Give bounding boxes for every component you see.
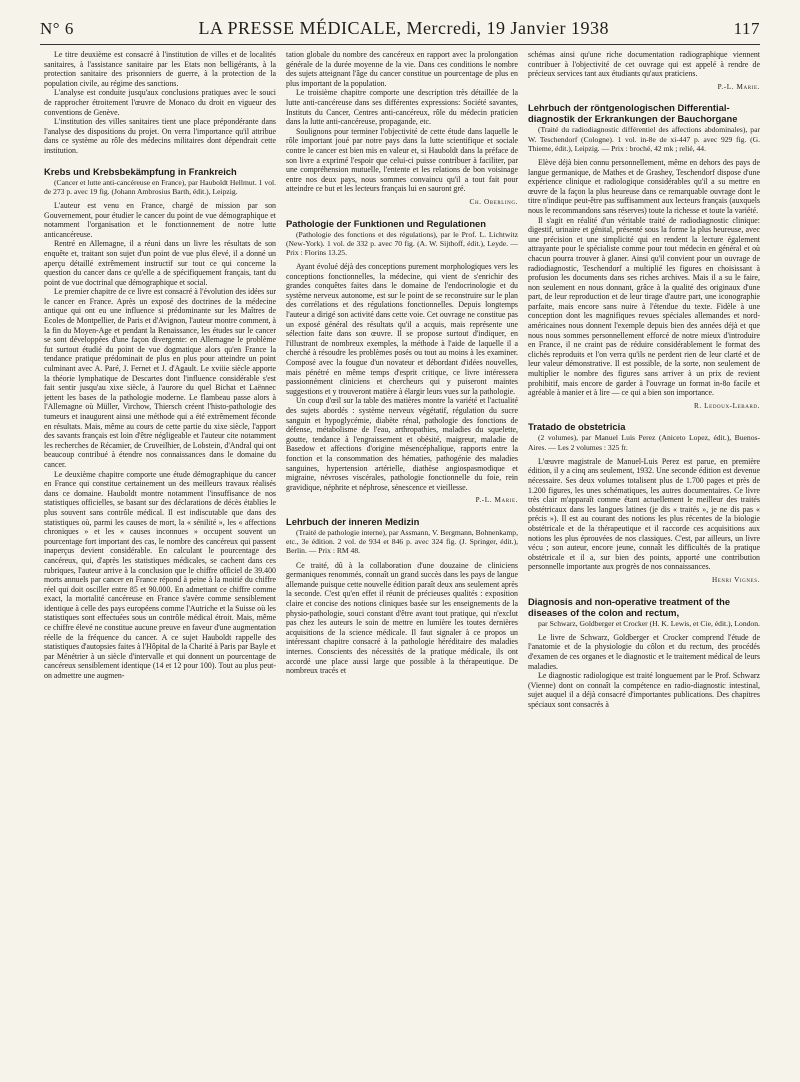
paragraph-continued: schémas ainsi qu'une riche documentation radiographique viennent contribuer à l'objectivité de cet ouvrage qui est appelé à rendre de précieux services tant aux étudiants qu'aux praticiens.	[528, 50, 760, 79]
paragraph: Le troisième chapitre comporte une description très détaillée de la lutte anti-cancéreuse dans ses différentes expressions: Société savantes, Instituts du Cancer, Centres anti-cancéreux, rôle du médecin praticien dans la lutte anti-cancéreuse, propagande, etc.	[286, 88, 518, 127]
article-columns	[44, 50, 760, 1062]
paragraph: L'œuvre magistrale de Manuel-Luis Perez est parue, en première édition, il y a cinq ans seulement, 1932. Une seconde édition est devenue nécessaire. Ses deux volumes totalisent plus de 1.700 pages et près de 1.200 figures, les unes schématiques, les autres documentaires. Ce livre très clair m'apparaît comme étant actuellement le meilleur des traités obstétricaux dans les langues latines (je dis « traités », je ne dis pas « précis »). Il est au courant des notions les plus récentes de la biologie obstétricale et de la thérapeutique et il raccorde ces acquisitions aux notions les plus éprouvées de nos classiques. C'est, par ailleurs, un livre vécu ; son auteur, encore jeune, connaît les difficultés de la pratique obstétricale et il a, sur bien des points, apporté une contribution personnelle importante aux progrès de nos connaissances.	[528, 456, 760, 572]
review-heading: Lehrbuch der röntgenologischen Differential-diagnostik der Erkrankungen der Bauchorgane	[528, 102, 738, 125]
column-2	[286, 50, 518, 1062]
book-reference: (2 volumes), par Manuel Luis Perez (Aniceto Lopez, édit.), Buenos-Aires. — Les 2 volumes : 325 fr.	[528, 433, 760, 452]
review-heading: Lehrbuch der inneren Medizin	[286, 515, 420, 527]
paragraph-continued: tation globale du nombre des cancéreux en rapport avec la prolongation générale de la durée moyenne de la vie. Dans ces conditions le nombre des sujets atteignant l'âge du cancer constitue un pourcentage de plus en plus important de la population.	[286, 50, 518, 88]
review-heading: Pathologie der Funktionen und Regulationen	[286, 217, 486, 229]
paragraph: L'auteur est venu en France, chargé de mission par son Gouvernement, pour étudier le cancer du point de vue démographique et notamment l'organisation et le fonctionnement de notre lutte anticancéreuse.	[44, 200, 276, 239]
journal-title: LA PRESSE MÉDICALE, Mercredi, 19 Janvier 1938	[198, 18, 609, 38]
paragraph: Le titre deuxième est consacré à l'institution de villes et de localités sanitaires, à l'assistance sanitaire par les Etats non belligérants, à la protection sanitaire des prisonniers de guerre, à la protection de la population civile, au régime des sanctions.	[44, 50, 276, 88]
paragraph: Le livre de Schwarz, Goldberger et Crocker comprend l'étude de l'anatomie et de la physiologie du côlon et du rectum, des procédés d'examen de ces organes et le diagnostic et le traitement médical de leurs maladies.	[528, 632, 760, 671]
paragraph: Un coup d'œil sur la table des matières montre la variété et l'actualité des sujets abordés : système nerveux végétatif, régulation du sucre sanguin et hypoglycémie, diabète rénal, pathologie des fonctions de défense, métabolisme de l'eau, arthropathies, maladies du squelette, goutte, tendance à l'engraissement et obésité, maigreur, maladie de Basedow et affections d'origine mésencéphalique, rapports entre la fonction et la consommation des hématies, pathogénie des maladies sanguines, hypertension artérielle, diathèse angiospasmodique et migraine, névroses viscérales, pathologie fonctionnelle du foie, rein gravidique, néphrite et néphrose, sénescence et vieillesse.	[286, 396, 518, 492]
reviewer-signature: R. Ledoux-Lebard.	[693, 401, 760, 410]
reviewer-signature: P.-L. Marie.	[475, 496, 518, 505]
column-1	[44, 50, 276, 1062]
book-reference: (Cancer et lutte anti-cancéreuse en France), par Hauboldt Hellmut. 1 vol. de 273 p. avec 19 fig. (Johann Ambrosius Barth, édit.), Leipzig.	[44, 177, 276, 196]
review-heading: Diagnosis and non-operative treatment of the diseases of the colon and rectum,	[528, 595, 731, 618]
paragraph: Ayant évolué déjà des conceptions purement morphologiques vers les conceptions fonctionnelles, la médecine, qui vient de s'enrichir des grandes conquêtes faites dans le domaine de l'endocrinologie et du système nerveux autonome, est sur le point de se reconstruire sur le plan des corrélations et des régulations fonctionnelles. Depuis longtemps l'auteur a dirigé son activité dans cette voie. Cet ouvrage ne constitue pas un exposé général des résultats qu'il a acquis, mais représente une sélection faite dans son œuvre. Il se propose surtout d'indiquer, en l'illustrant de nombreux exemples, la méthode à l'aide de laquelle il a cherché à résoudre les problèmes posés ou tout au moins à les examiner. Composé avec la fougue d'un novateur et débordant d'idées nouvelles, mais pénétré en même temps d'esprit critique, ce livre intéressera passionnément cliniciens et chercheurs qui y puiseront maintes suggestions et y trouveront matière à élargir leurs vues sur la pathologie.	[286, 262, 518, 396]
header-rule	[40, 44, 760, 45]
review-heading: Krebs und Krebsbekämpfung in Frankreich	[44, 165, 237, 177]
book-reference: (Pathologie des fonctions et des régulations), par le Prof. L. Lichtwitz (New-York). 1 vol. de 332 p. avec 70 fig. (A. W. Sijthoff, édit.), Leyde. — Prix : Florins 13.25.	[286, 229, 518, 257]
paragraph: Le diagnostic radiologique est traité longuement par le Prof. Schwarz (Vienne) dont on connaît la compétence en radio-diagnostic intestinal, sujet auquel il a déjà consacré d'importantes publications. Des chapitres spéciaux sont consacrés à	[528, 671, 760, 709]
paragraph: Rentré en Allemagne, il a réuni dans un livre les résultats de son enquête et, traitant son sujet d'un point de vue plus élevé, il a donné un aperçu détaillé extrêmement instructif sur tout ce qui concerne la question du cancer dans ce qu'elle a de spécifiquement français, tant du point de vue doctrinal que démographique et social.	[44, 239, 276, 287]
review-heading: Tratado de obstetricia	[528, 421, 626, 433]
page-header	[40, 18, 760, 40]
paragraph: Ce traité, dû à la collaboration d'une douzaine de cliniciens germaniques renommés, connaît un grand succès dans les pays de langue allemande puisque cette nouvelle édition paraît deux ans seulement après la seconde. C'est qu'en effet il réunit de précieuses qualités : exposition claire et concise des notions cliniques basée sur les enseignements de la physio-pathologie, souci constant d'être avant tout pratique, qui n'exclut pas chez les auteurs le soin de mettre en lumière les toutes dernières acquisitions de la science médicale. Il faut signaler à ce propos un intéressant chapitre consacré à la pathologie héréditaire des maladies internes. Conscients des nécessités de la pratique médicale, ils ont accordé une place aussi large que possible à la thérapeutique. De nombreux tracés et	[286, 560, 518, 676]
paragraph: L'analyse est conduite jusqu'aux conclusions pratiques avec le souci de rapprocher étroitement l'œuvre de Monaco du droit en vigueur des conventions de Genève.	[44, 88, 276, 117]
book-reference: par Schwarz, Goldberger et Crocker (H. K. Lewis, et Cie, édit.), London.	[538, 618, 760, 628]
column-3	[528, 50, 760, 1062]
page-number: 117	[733, 19, 760, 38]
paragraph: Le premier chapitre de ce livre est consacré à l'évolution des idées sur le cancer en France. Après un exposé des doctrines de la médecine antique qui ont eu une influence si prédominante sur les Maîtres de Ecoles de Montpellier, de Paris et d'Avignon, l'auteur montre comment, à la fin du Moyen-Age et pendant la Renaissance, les études sur le cancer se sont développées d'une façon divergente: en Allemagne le problème fut surtout étudié du point de vue dogmatique alors qu'en France la tendance pratique prédominait de plus en plus pour atteindre un point culminant avec A. Paré, J. Fernet et J. d'Agault. Le xviiie siècle apporte la théorie lymphatique de Descartes dont l'influence considérable s'est fait sentir jusqu'au xixe siècle, à l'aurore du quel Bichat et Laënnec jettent les bases de la pathologie moderne. Le flambeau passe alors à l'Allemagne où Müller, Virchow, Thiersch créent l'histo-pathologie des tumeurs et inaugurent ainsi une méthode qui a été extrêmement féconde en résultats. Mais, même au cours de cette partie du xixe siècle, l'apport des savants français est loin d'être négligeable et l'auteur cite notamment les recherches de Récamier, de Cruveilhier, de Lobstein, d'Andral qui ont beaucoup contribué à étendre nos connaissances dans le domaine du cancer.	[44, 287, 276, 469]
book-reference: (Traité de pathologie interne), par Assmann, V. Bergmann, Bohnenkamp, etc., 3e édition. 2 vol. de 934 et 846 p. avec 324 fig. (J. Springer, édit.), Berlin. — Prix : RM 48.	[286, 527, 518, 556]
reviewer-signature: Ch. Oberling.	[469, 197, 518, 206]
paragraph: Elève déjà bien connu personnellement, même en dehors des pays de langue germanique, de Mathes et de Grashey, Teschendorf dispose d'une expérience clinique et radiologique considérables qu'il a su mettre en œuvre de la façon la plus heureuse dans ce remarquable ouvrage dont le titre n'indique peut-être pas suffisamment aux lecteurs français (auxquels nous le recommandons sans réserves) toute la richesse et toute la variété.	[528, 157, 760, 215]
reviewer-signature: Henri Vignes.	[711, 575, 760, 584]
book-reference: (Traité du radiodiagnostic différentiel des affections abdominales), par W. Teschendorf (Cologne). 1 vol. in-8e de xi-447 p. avec 929 fig. (G. Thieme, édit.), Leipzig. — Prix : broché, 42 mk ; relié, 44.	[528, 125, 760, 153]
paragraph: Il s'agit en réalité d'un véritable traité de radiodiagnostic clinique: digestif, urinaire et génital, présenté sous la forme la plus heureuse, avec une précision et une simplicité qui en rendent la lecture également attrayante pour le spécialiste comme pour tout médecin en général et où chacun pourra trouver à glaner. Ainsi qu'il convient pour un ouvrage de radiodiagnostic, Teschendorf a multiplié les figures en choisissant à profusion les documents dans ses riches archives. Mais il a su le faire, non seulement en nous donnant, grâce à la qualité des originaux d'une part, de leur reproduction et de leur tirage d'autre part, une iconographie parfaite, mais encore sans nuire à l'étendue du texte. Fidèle à une conception dont les magnifiques revues spéciales allemandes et nord-américaines nous donnent l'exemple depuis bien des années déjà et que nous nous sommes personnellement efforcé de notre mieux d'introduire en France, il ne craint pas de réduire considérablement le format des clichés reproduits et l'on verra qu'ils ne perdent rien de leur clarté et de leur valeur démonstrative. Il est possible, de la sorte, non seulement de multiplier le nombre des figures sans arriver à un prix de revient prohibitif, mais encore de garder à l'ouvrage un format in-8o facile et agréable à manier et à lire — ce qui a bien son importance.	[528, 215, 760, 398]
paragraph: Soulignons pour terminer l'objectivité de cette étude dans laquelle le rôle important joué par notre pays dans la lutte scientifique et sociale contre le cancer est bien mis en valeur et, si Hauboldt dans la préface de son livre a exprimé l'espoir que celui-ci puisse contribuer à faciliter, par une compréhension mutuelle, l'entente et les relations de bon voisinage entre nos deux pays, nous sommes convaincu qu'il a tout fait pour atteindre ce but et les lecteurs français lui en sauront gré.	[286, 126, 518, 194]
issue-number: N° 6	[40, 19, 74, 38]
paragraph: L'institution des villes sanitaires tient une place prépondérante dans l'analyse des dispositions du projet. On verra l'importance qu'il attribue dans ce système au rôle des médecins militaires dont dépendrait cette institution.	[44, 117, 276, 155]
reviewer-signature: P.-L. Marie.	[717, 82, 760, 91]
paragraph: Le deuxième chapitre comporte une étude démographique du cancer en France qui constitue certainement un des meilleurs travaux réalisés dans ce domaine. Hauboldt montre notamment l'insuffisance de nos statistiques officielles, se basant sur des déclarations de décès établies le plus souvent sans contrôle médical. Il est indiscutable que dans des statistiques où, parmi les causes de mort, la « sénilité », les « affections chroniques » et les « causes inconnues » occupent souvent un pourcentage fort important des cas, le nombre des cancéreux qui passent inaperçus devient considérable. En calculant le pourcentage des cancéreux, qui, d'après les statistiques médicales, se cachent dans ces rubriques, l'auteur arrive à la conclusion que le chiffre officiel de 39.400 morts annuels par cancer en France répond à peine à la moitié du chiffre réel qui doit osciller entre 85 et 90.000. En admettant ce chiffre comme exact, la mortalité cancéreuse en France s'avère comme sensiblement identique à celle des pays européens comme l'Autriche et la Suisse où les statistiques sont effectuées sous un contrôle médical étroit. Mais, même ce chiffre élevé ne constitue aucune preuve en faveur d'une augmentation réelle de la fréquence du cancer. A ce sujet Hauboldt rappelle des statistiques d'autopsies faites à l'Hôpital de la Charité à Paris par Bayle et par Ménétrier à un siècle d'intervalle et qui donnent un pourcentage de cancéreux sensiblement identique (14 et 12 pour 100). Tout au plus peut-on admettre une augmen-	[44, 469, 276, 681]
